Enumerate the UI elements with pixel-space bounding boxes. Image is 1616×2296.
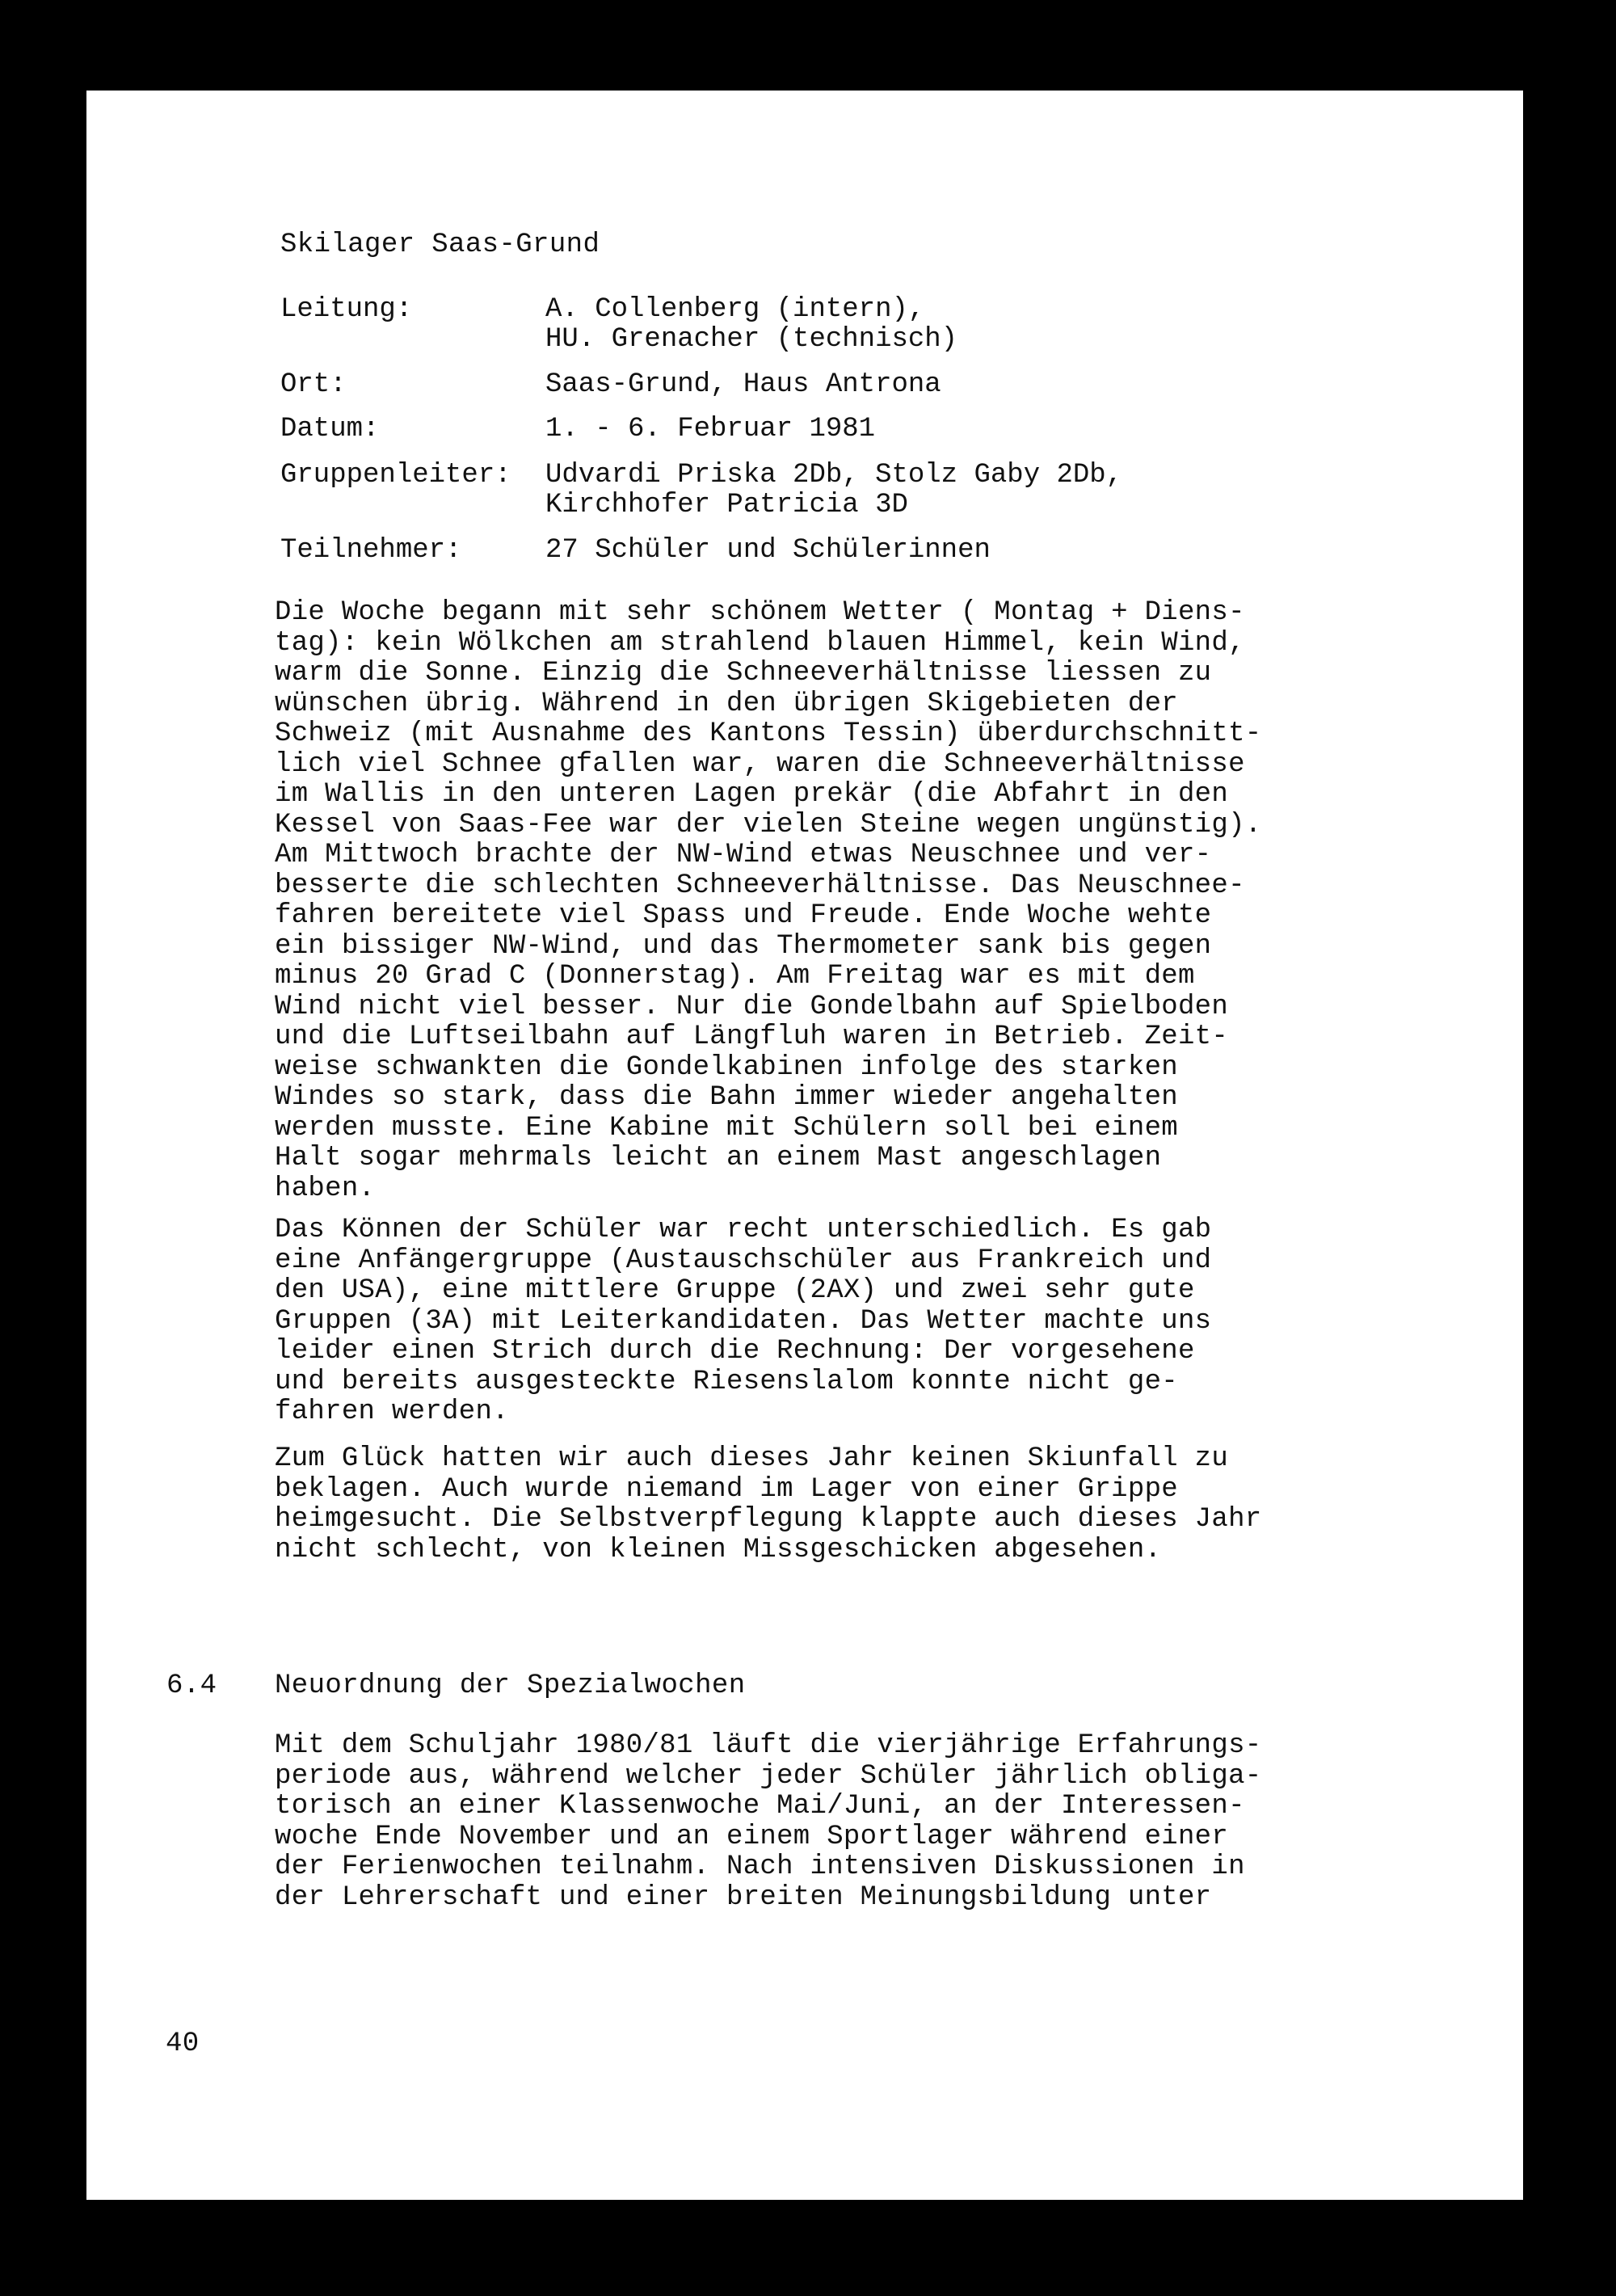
info-label-teilnehmer: Teilnehmer: [280,535,462,566]
info-label-datum: Datum: [280,414,380,444]
paragraph-line: und die Luftseilbahn auf Längfluh waren in Betrieb. Zeit- [275,1022,1229,1052]
paragraph-line: Zum Glück hatten wir auch dieses Jahr keinen Skiunfall zu [275,1443,1229,1474]
paragraph-line: Kessel von Saas-Fee war der vielen Steine wegen ungünstig). [275,809,1262,840]
paragraph-line: torisch an einer Klassenwoche Mai/Juni, an der Interessen- [275,1791,1245,1822]
info-label-gruppenleiter: Gruppenleiter: [280,460,511,491]
paragraph-line: ein bissiger NW-Wind, und das Thermometer sank bis gegen [275,930,1212,962]
paragraph-line: Das Können der Schüler war recht unterschiedlich. Es gab [275,1215,1212,1245]
paragraph-line: nicht schlecht, von kleinen Missgeschicken abgesehen. [275,1534,1162,1565]
paragraph-line: Schweiz (mit Ausnahme des Kantons Tessin) überdurchschnitt- [275,718,1262,749]
paragraph-line: wünschen übrig. Während in den übrigen Skigebieten der [275,688,1178,719]
paragraph-line: fahren bereitete viel Spass und Freude. Ende Woche wehte [275,900,1212,931]
info-value-gruppenleiter-2: Kirchhofer Patricia 3D [545,490,908,520]
paragraph-line: Mit dem Schuljahr 1980/81 läuft die vierjährige Erfahrungs- [275,1730,1262,1761]
paragraph-line: den USA), eine mittlere Gruppe (2AX) und zwei sehr gute [275,1275,1195,1306]
section-number: 6.4 [166,1670,217,1701]
info-value-teilnehmer: 27 Schüler und Schülerinnen [545,535,991,566]
paragraph-line: der Ferienwochen teilnahm. Nach intensiven Diskussionen in [275,1852,1245,1882]
info-value-datum: 1. - 6. Februar 1981 [545,414,876,444]
paragraph-line: und bereits ausgesteckte Riesenslalom konnte nicht ge- [275,1366,1178,1397]
paragraph-line: Am Mittwoch brachte der NW-Wind etwas Neuschnee und ver- [275,840,1212,870]
paragraph-line: werden musste. Eine Kabine mit Schülern soll bei einem [275,1112,1178,1144]
page-number: 40 [166,2028,200,2059]
info-value-leitung-1: A. Collenberg (intern), [545,294,925,325]
document-page [86,91,1523,2200]
paragraph-weather [275,598,1262,1204]
paragraph-line: periode aus, während welcher jeder Schüler jährlich obliga- [275,1760,1262,1792]
paragraph-skills [275,1215,1211,1428]
paragraph-line: leider einen Strich durch die Rechnung: Der vorgesehene [275,1336,1195,1367]
paragraph-line: minus 20 Grad C (Donnerstag). Am Freitag war es mit dem [275,961,1195,992]
paragraph-summary [275,1444,1262,1565]
section-title: Skilager Saas-Grund [280,230,600,260]
paragraph-line: Gruppen (3A) mit Leiterkandidaten. Das Wetter machte uns [275,1305,1212,1337]
paragraph-line: besserte die schlechten Schneeverhältnisse. Das Neuschnee- [275,870,1245,901]
info-label-leitung: Leitung: [280,294,413,325]
page-content [86,91,1523,2200]
paragraph-special-weeks [275,1731,1262,1913]
info-value-gruppenleiter-1: Udvardi Priska 2Db, Stolz Gaby 2Db, [545,460,1123,491]
paragraph-line: der Lehrerschaft und einer breiten Meinungsbildung unter [275,1881,1212,1913]
paragraph-line: Wind nicht viel besser. Nur die Gondelbahn auf Spielboden [275,991,1229,1022]
paragraph-line: woche Ende November und an einem Sportlager während einer [275,1821,1229,1852]
paragraph-line: im Wallis in den unteren Lagen prekär (die Abfahrt in den [275,779,1229,810]
info-value-ort: Saas-Grund, Haus Antrona [545,369,941,400]
paragraph-line: weise schwankten die Gondelkabinen infolge des starken [275,1051,1178,1083]
info-label-ort: Ort: [280,369,347,400]
paragraph-line: Die Woche begann mit sehr schönem Wetter ( Montag + Diens- [275,597,1245,628]
paragraph-line: beklagen. Auch wurde niemand im Lager von einer Grippe [275,1473,1178,1505]
section-heading: Neuordnung der Spezialwochen [275,1670,746,1701]
paragraph-line: Halt sogar mehrmals leicht an einem Mast angeschlagen [275,1143,1162,1173]
paragraph-line: heimgesucht. Die Selbstverpflegung klappte auch dieses Jahr [275,1504,1262,1535]
paragraph-line: Windes so stark, dass die Bahn immer wieder angehalten [275,1082,1178,1113]
paragraph-line: eine Anfängergruppe (Austauschschüler aus Frankreich und [275,1245,1212,1276]
paragraph-line: fahren werden. [275,1397,509,1427]
paragraph-line: lich viel Schnee gfallen war, waren die Schneeverhältnisse [275,748,1245,780]
paragraph-line: haben. [275,1173,376,1204]
paragraph-line: tag): kein Wölkchen am strahlend blauen Himmel, kein Wind, [275,627,1245,659]
paragraph-line: warm die Sonne. Einzig die Schneeverhältnisse liessen zu [275,658,1212,689]
info-value-leitung-2: HU. Grenacher (technisch) [545,324,958,355]
